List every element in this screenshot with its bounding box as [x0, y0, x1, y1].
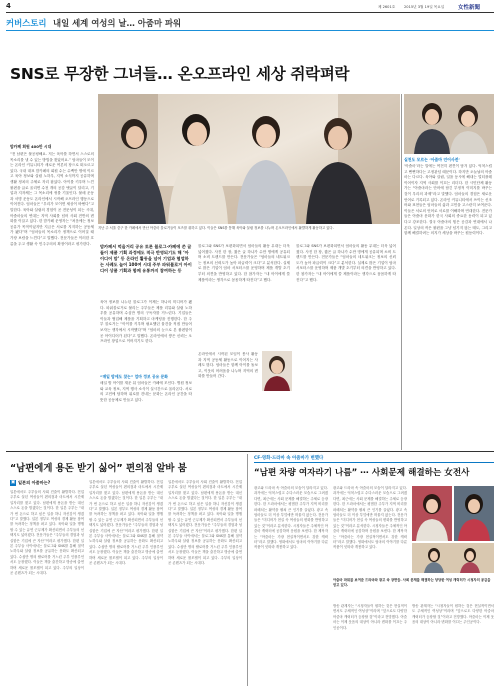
portrait-photo [262, 351, 292, 391]
middle-rule [6, 451, 494, 452]
bottom-left-body-col3: 일본에서도 주부들의 사회 진출이 활발하다. 전업주부로 살던 여성들이 편의점과 마트에서 시간제 일자리를 찾고 있다. 남편에게 용돈을 받는 대신 스스로 돈을 벌겠다는 것이다. 한 일본 주부는 “내가 번 돈으로 하고 싶은 일을 하니 자신감이 생겼다”고 말했다. 일본 정부도 여성의 경제 활동 참여를 독려하는 정책을 펴고 있다. 육아와 일을 병행할 수 있는 유연 근무제가 확산되면서 주부들의 선택지도 넓어졌다. 전문가들은 “주부들의 경험과 성실함은 기업에 큰 자산”이라고 평가했다. 한편 일본 주부들 사이에서는 블로그와 SNS를 통해 절약 노하우와 살림 정보를 공유하는 문화도 확산되고 있다. 수십만 명의 팔로어를 거느린 주부 인플루언서도 등장했다. 이들은 책을 출간하고 방송에 출연하며 새로운 롤모델이 되고 있다. 주부의 일상이 곧 콘텐츠가 되는 시대다. [168, 480, 242, 566]
article1-col2-body2: 매일 밤 아이를 재운 뒤 엄마들은 카페에 모인다. 병원 정보와 교육 정보, 지역 행사 소식이 실시간으로 올라온다. 서로의 고민에 답하며 위로를 건네는 문화는 온라인 공간을 따뜻한 공동체로 만들고 있다. [100, 381, 192, 402]
drama-photo-2 [454, 486, 494, 541]
drama-photo-3-image [412, 543, 494, 573]
info-icon: ▣ [10, 479, 16, 485]
bottom-right-body-col1: 광고와 드라마 속 아줌마의 모습이 달라지고 있다. 과거에는 억척스럽고 수다스러운 모습으로 그려졌다면, 최근에는 사회 문제를 해결하는 주체로 등장한다. 한 드라마에서는 평범한 주부가 지역 비리를 파헤치는 활약을 펼쳐 큰 인기를 끌었다. 광고 속 엄마들도 더 이상 부엌에만 머물지 않는다. 전문가들은 “미디어가 현실 속 여성들의 변화를 반영하고 있는 것”이라고 분석한다. 시청자들은 주체적인 아줌마 캐릭터에 공감하며 응원을 보낸다. 한 제작자는 “아줌마는 가장 현실적이면서도 강한 캐릭터”라고 말했다. 영화에서도 엄마의 이야기를 다룬 작품이 잇따라 개봉하고 있다. [254, 486, 328, 550]
bottom-left-headline: “남편에게 용돈 받기 싫어” 편의점 알바 붐 [10, 463, 187, 474]
section-label: 커버스토리 [6, 18, 47, 28]
issue-date: 2015년 3월 19일 목요일 [404, 5, 445, 9]
right-photo-image [404, 94, 494, 154]
article1-pull-quote: 맘카페서 먹을거리 공유 토론 블로그·카페에 쓴 글들이 제품 기획 과정에도 적극 반영되기도 해 ‘아이디어 맘’ 등 온라인 활동을 넘어 기업과 협업하는 사례도 늘어 100여 시대 주부 파워블로거 아이디어 상품 기획과 함께 유통까지 참여하는 등 [100, 244, 192, 274]
section-rule [6, 30, 494, 31]
bottom-divider [247, 454, 248, 686]
drama-photo-1 [412, 486, 452, 541]
drama-photo-3 [412, 543, 494, 573]
article1-col2-subhead: “매일 밤에도 찾는” 엄마 정보 공유 문화 [100, 374, 168, 379]
section-topic: 내일 세계 여성의 날… 아줌마 파워 [53, 18, 182, 28]
brand-logo: 女性新聞 [458, 5, 481, 11]
bottom-right-body-col3: 방송 관계자는 “시청자들이 원하는 것은 현실적이면서도 주체적인 여성상”이라며 “앞으로도 다양한 아줌마 캐릭터가 등장할 것”이라고 전망했다. 아줌마는 이제 웃음의 대상이 아니라 변화를 이끄는 주인공이다. [333, 604, 407, 630]
article1-body: “전 남편은 불공평해요. 저는 육아를 하면서 스스로의 목소리를 낼 수 있는 방법을 찾았어요.” 엄마들이 모이는 온라인 커뮤니티가 새로운 여론의 장으로 떠오르고 있다. 국내 대표 맘카페의 회원 수는 수백만 명에 이르고 육아 정보와 살림 노하우, 지역 소식까지 공유하며 생활 정치의 주체로 자리 잡았다. 아이를 키우며 느낀 불편을 글로 올리면 수천 개의 공감 댓글이 달리고, 기업과 지자체는 그 목소리에 귀를 기울인다. 불매 운동과 서명 운동도 온라인에서 시작해 오프라인 행동으로 이어진다. 엄마들은 “우리가 모이면 세상이 바뀐다”고 말한다. 육아와 살림의 경험이 곧 전문성이 되는 시대, 아줌마들의 연대는 지역 사회를 넘어 사회 전반의 변화를 이끌고 있다. 한 맘카페 운영자는 “처음에는 정보 공유가 목적이었지만 지금은 서로를 지지하는 공동체가 됐다”며 “엄마들의 목소리가 정책으로 이어질 때 가장 보람을 느낀다”고 말했다. 전문가들은 이러한 흐름을 두고 생활 속 민주주의의 확장이라고 평가한다. [10, 152, 94, 246]
bottom-right-kicker: CF·영화·드라마 속 아줌마가 변했다 [254, 456, 324, 461]
drama-photo-2-image [454, 486, 494, 541]
main-headline: SNS로 무장한 그녀들… 온오프라인 세상 쥐락펴락 [10, 65, 350, 83]
group-photo-image [98, 94, 400, 224]
article1-col4-body: 블로그와 SNS가 보편화되면서 엄마들의 활동 무대는 더욱 넓어졌다. 사진 한 장, 짧은 글 하나가 수만 명에게 공유되며 소비 트렌드를 만든다. 전문가들은 “엄마들의 네트워크는 정보의 신뢰도가 높아 파급력이 크다”고 분석한다. 실제로 많은 기업이 엄마 서포터스를 운영하며 제품 개발 초기부터 의견을 반영하고 있다. 한 참가자는 “내 아이에게 쓸 제품이라는 생각으로 꼼꼼하게 따진다”고 했다. [296, 244, 396, 282]
section-bar [6, 15, 494, 29]
drama-photo-1-image [412, 486, 452, 541]
bottom-right-headline: “남편 차량 여자라기 나름” ⋯ 사회문제 해결하는 女전사 [254, 468, 470, 478]
right-article-body: ‘아줌마’라는 말에는 여전히 편견이 담겨 있다. 억척스럽고 뻔뻔하다는 고정관념 때문이다. 하지만 오늘날의 아줌마는 다르다. 육아와 살림, 일을 동시에 해내는 멀티플레이어이자 지역 사회를 이끄는 리더다. 한 시민단체 활동가는 “아줌마라는 단어에 담긴 부정적 이미지를 바꾸는 것이 우리의 과제”라고 말했다. 엄마들의 경험은 새로운 언어로 기록되고 있다. 온라인 커뮤니티에서 쓰이는 신조어와 표현들은 엄마들의 삶과 고민을 고스란히 보여준다. 이들은 서로의 언어로 서로를 이해하며 연대한다. 전문가들은 아줌마 문화가 한국 사회의 중요한 동력이 되고 있다고 강조한다. 결국 아줌마의 힘은 공감과 연대에서 나온다. 일상의 작은 불편을 그냥 넘기지 않는 태도, 그리고 함께 해결하려는 의지가 세상을 바꾸는 원동력이다. [404, 164, 492, 236]
bottom-left-body-col2: 일본에서도 주부들의 사회 진출이 활발하다. 전업주부로 살던 여성들이 편의점과 마트에서 시간제 일자리를 찾고 있다. 남편에게 용돈을 받는 대신 스스로 돈을 벌겠다는 것이다. 한 일본 주부는 “내가 번 돈으로 하고 싶은 일을 하니 자신감이 생겼다”고 말했다. 일본 정부도 여성의 경제 활동 참여를 독려하는 정책을 펴고 있다. 육아와 일을 병행할 수 있는 유연 근무제가 확산되면서 주부들의 선택지도 넓어졌다. 전문가들은 “주부들의 경험과 성실함은 기업에 큰 자산”이라고 평가했다. 한편 일본 주부들 사이에서는 블로그와 SNS를 통해 절약 노하우와 살림 정보를 공유하는 문화도 확산되고 있다. 수십만 명의 팔로어를 거느린 주부 인플루언서도 등장했다. 이들은 책을 출간하고 방송에 출연하며 새로운 롤모델이 되고 있다. 주부의 일상이 곧 콘텐츠가 되는 시대다. [89, 480, 163, 566]
bottom-left-subhead: 일본의 아줌마는? [18, 479, 51, 485]
kicker-rule [254, 462, 494, 463]
photo-caption: 지난 주 서울 중구 한 카페에서 만난 아줌마 블로거들이 포즈를 취하고 있다. 이들은 SNS를 통해 육아와 살림 정보를 나누며 온오프라인에서 활발하게 활동하고 있다. [98, 226, 334, 230]
page-header [6, 2, 494, 12]
bottom-right-caption: 아줌마 파워를 보여준 드라마와 광고 속 장면들. 사회 문제를 해결하는 당당한 여성 캐릭터가 시청자의 공감을 얻고 있다. [333, 578, 491, 587]
article1-kicker: 맘카페 회원 400만 시대 [10, 144, 52, 149]
bottom-right-body-col4: 방송 관계자는 “시청자들이 원하는 것은 현실적이면서도 주체적인 여성상”이라며 “앞으로도 다양한 아줌마 캐릭터가 등장할 것”이라고 전망했다. 아줌마는 이제 웃음의 대상이 아니라 변화를 이끄는 주인공이다. [412, 604, 494, 625]
bottom-right-body-col2: 광고와 드라마 속 아줌마의 모습이 달라지고 있다. 과거에는 억척스럽고 수다스러운 모습으로 그려졌다면, 최근에는 사회 문제를 해결하는 주체로 등장한다. 한 드라마에서는 평범한 주부가 지역 비리를 파헤치는 활약을 펼쳐 큰 인기를 끌었다. 광고 속 엄마들도 더 이상 부엌에만 머물지 않는다. 전문가들은 “미디어가 현실 속 여성들의 변화를 반영하고 있는 것”이라고 분석한다. 시청자들은 주체적인 아줌마 캐릭터에 공감하며 응원을 보낸다. 한 제작자는 “아줌마는 가장 현실적이면서도 강한 캐릭터”라고 말했다. 영화에서도 엄마의 이야기를 다룬 작품이 잇따라 개봉하고 있다. [333, 486, 407, 550]
page-number: 4 [6, 2, 11, 10]
portrait-image [262, 351, 292, 391]
header-rule [6, 12, 494, 13]
article1-col2-body: 육아 정보를 나누던 블로그가 이제는 하나의 미디어가 됐다. 파워블로거로 불리는 주부들은 제품 리뷰와 살림 노하우를 공유하며 수십만 명의 구독자를 거느린다. 기업들은 이들과 협업해 제품을 기획하고 마케팅을 진행한다. 한 주부 블로거는 “아이를 키우며 필요했던 물건을 직접 만들어 보자는 생각에서 시작했다”며 “엄마의 눈으로 본 불편함이 곧 아이디어가 된다”고 말했다. 온라인에서 쌓은 신뢰는 오프라인 창업으로 이어지기도 한다. [100, 300, 192, 344]
issue-number: 제 2601호 [378, 5, 396, 9]
right-photo [404, 94, 494, 154]
bottom-left-subhead-box [10, 479, 70, 487]
article1-col3-body2: 온라인에서 시작된 모임이 봉사 활동과 지역 공동체 활동으로 이어지는 사례도 많다. 엄마들은 함께 아이를 돌보고, 이웃의 어려움을 나누며 지역의 변화를 만들어 간다. [198, 352, 258, 379]
main-photo [98, 94, 400, 224]
article1-col3-body: 블로그와 SNS가 보편화되면서 엄마들의 활동 무대는 더욱 넓어졌다. 사진 한 장, 짧은 글 하나가 수만 명에게 공유되며 소비 트렌드를 만든다. 전문가들은 “엄마들의 네트워크는 정보의 신뢰도가 높아 파급력이 크다”고 분석한다. 실제로 많은 기업이 엄마 서포터스를 운영하며 제품 개발 초기부터 의견을 반영하고 있다. 한 참가자는 “내 아이에게 쓸 제품이라는 생각으로 꼼꼼하게 따진다”고 했다. [198, 244, 290, 282]
right-article-headline: 실천도 모르는 ‘아줌마 언어사전’ [404, 157, 460, 162]
bottom-left-body-col1: 일본에서도 주부들의 사회 진출이 활발하다. 전업주부로 살던 여성들이 편의점과 마트에서 시간제 일자리를 찾고 있다. 남편에게 용돈을 받는 대신 스스로 돈을 벌겠다는 것이다. 한 일본 주부는 “내가 번 돈으로 하고 싶은 일을 하니 자신감이 생겼다”고 말했다. 일본 정부도 여성의 경제 활동 참여를 독려하는 정책을 펴고 있다. 육아와 일을 병행할 수 있는 유연 근무제가 확산되면서 주부들의 선택지도 넓어졌다. 전문가들은 “주부들의 경험과 성실함은 기업에 큰 자산”이라고 평가했다. 한편 일본 주부들 사이에서는 블로그와 SNS를 통해 절약 노하우와 살림 정보를 공유하는 문화도 확산되고 있다. 수십만 명의 팔로어를 거느린 주부 인플루언서도 등장했다. 이들은 책을 출간하고 방송에 출연하며 새로운 롤모델이 되고 있다. 주부의 일상이 곧 콘텐츠가 되는 시대다. [10, 490, 84, 576]
right-divider [401, 94, 402, 450]
